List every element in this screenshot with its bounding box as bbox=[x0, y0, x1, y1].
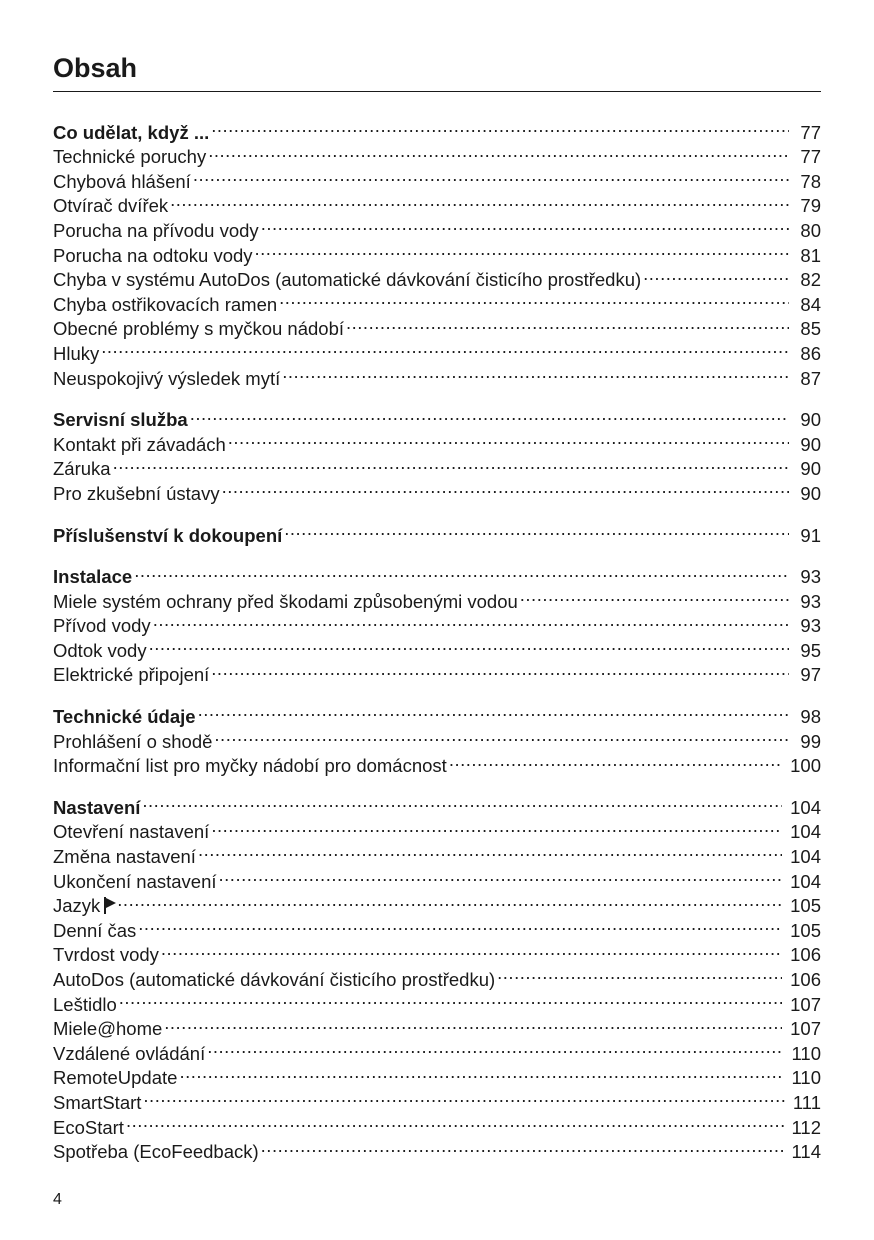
dot-leader bbox=[449, 748, 782, 773]
dot-leader bbox=[193, 163, 789, 188]
dot-leader bbox=[211, 114, 789, 139]
toc-entry-title-text: Miele systém ochrany před škodami způsobenými vodou bbox=[53, 590, 518, 612]
dot-leader bbox=[255, 237, 789, 262]
dot-leader bbox=[142, 789, 782, 814]
toc-entry-title-text: Miele@home bbox=[53, 1018, 163, 1040]
dot-leader bbox=[346, 311, 789, 336]
toc-entry-title bbox=[53, 705, 196, 730]
toc-entry-page: 90 bbox=[800, 482, 821, 504]
toc-entry-title-text: Leštidlo bbox=[53, 993, 117, 1015]
toc-section-heading[interactable] bbox=[53, 698, 821, 728]
toc-entry-page: 105 bbox=[790, 895, 821, 917]
toc-entry[interactable] bbox=[53, 583, 821, 612]
dot-leader bbox=[179, 1060, 783, 1085]
toc-entry[interactable] bbox=[53, 475, 821, 504]
toc-entry-title bbox=[53, 943, 159, 968]
toc-entry-title-text: Záruka bbox=[53, 458, 111, 480]
dot-leader bbox=[284, 517, 789, 542]
dot-leader bbox=[497, 961, 782, 986]
toc-section bbox=[53, 114, 821, 389]
toc-section bbox=[53, 517, 821, 546]
toc-entry-title-text: Porucha na přívodu vody bbox=[53, 219, 259, 241]
dot-leader bbox=[149, 632, 789, 657]
page-number: 4 bbox=[53, 1191, 62, 1208]
toc-entry-page: 97 bbox=[800, 664, 821, 686]
toc-entry-title-text: Odtok vody bbox=[53, 639, 147, 661]
toc-entry-title-text: Pro zkušební ústavy bbox=[53, 482, 220, 504]
toc-entry-title-text: Spotřeba (EcoFeedback) bbox=[53, 1141, 259, 1163]
toc-entry-page: 79 bbox=[800, 195, 821, 217]
toc-entry-title bbox=[53, 796, 140, 821]
toc-entry-page: 100 bbox=[790, 755, 821, 777]
toc-entry-title-text: Denní čas bbox=[53, 919, 137, 941]
dot-leader bbox=[219, 863, 783, 888]
toc-entry-title-text: Přívod vody bbox=[53, 615, 151, 637]
toc-entry-title bbox=[53, 1140, 259, 1165]
toc-section bbox=[53, 559, 821, 686]
dot-leader bbox=[126, 1109, 784, 1134]
toc-entry[interactable] bbox=[53, 986, 821, 1015]
toc-entry-title bbox=[53, 565, 132, 590]
toc-entry-title-text: Servisní služba bbox=[53, 409, 188, 431]
toc-section bbox=[53, 402, 821, 504]
toc-entry-title bbox=[53, 730, 212, 755]
toc-entry-title-text: Technické údaje bbox=[53, 706, 196, 728]
toc-entry-page: 93 bbox=[800, 590, 821, 612]
toc-entry-title-text: Instalace bbox=[53, 566, 133, 588]
toc-entry-title-text: Příslušenství k dokoupení bbox=[53, 524, 283, 546]
toc-entry[interactable] bbox=[53, 360, 821, 389]
toc-entry-title bbox=[53, 367, 280, 392]
toc-entry-title-text: Chybová hlášení bbox=[53, 170, 191, 192]
dot-leader bbox=[282, 360, 789, 385]
toc-entry-page: 90 bbox=[800, 458, 821, 480]
toc-entry-page: 90 bbox=[800, 409, 821, 431]
toc-entry-page: 81 bbox=[800, 244, 821, 266]
toc-entry[interactable] bbox=[53, 1134, 821, 1163]
toc-entry-page: 99 bbox=[800, 730, 821, 752]
dot-leader bbox=[143, 1084, 784, 1109]
dot-leader bbox=[261, 1134, 784, 1159]
toc-entry[interactable] bbox=[53, 1109, 821, 1138]
toc-section bbox=[53, 789, 821, 1163]
toc-entry-title bbox=[53, 408, 188, 433]
toc-entry[interactable] bbox=[53, 632, 821, 661]
toc-entry[interactable] bbox=[53, 608, 821, 637]
toc-entry-page: 93 bbox=[800, 566, 821, 588]
toc-entry-title bbox=[53, 293, 277, 318]
toc-entry[interactable] bbox=[53, 1011, 821, 1040]
toc-entry-title-text: Otevření nastavení bbox=[53, 821, 210, 843]
toc-entry-title bbox=[53, 894, 115, 919]
toc-entry-title-text: Informační list pro myčky nádobí pro domácnost bbox=[53, 755, 447, 777]
toc-entry-title-text: Obecné problémy s myčkou nádobí bbox=[53, 318, 345, 340]
dot-leader bbox=[520, 583, 789, 608]
toc-entry-page: 84 bbox=[800, 293, 821, 315]
dot-leader bbox=[228, 426, 789, 451]
toc-entry-title bbox=[53, 219, 259, 244]
dot-leader bbox=[211, 657, 789, 682]
toc-entry-title bbox=[53, 754, 447, 779]
toc-entry-title-text: Neuspokojivý výsledek mytí bbox=[53, 367, 281, 389]
toc-entry-title bbox=[53, 342, 99, 367]
toc-entry-title-text: Jazyk bbox=[53, 895, 101, 917]
toc-section-heading[interactable] bbox=[53, 517, 821, 546]
toc-entry-page: 107 bbox=[790, 1018, 821, 1040]
dot-leader bbox=[222, 475, 789, 500]
toc-entry-page: 104 bbox=[790, 870, 821, 892]
toc-entry-title-text: Elektrické připojení bbox=[53, 664, 210, 686]
page-title: Obsah bbox=[53, 53, 138, 83]
toc-entry[interactable] bbox=[53, 961, 821, 990]
toc-entry-page: 110 bbox=[791, 1042, 821, 1064]
toc-entry-title bbox=[53, 993, 117, 1018]
toc-entry-title-text: Chyba v systému AutoDos (automatické dávkování čisticího prostředku) bbox=[53, 269, 642, 291]
toc-entry-title-text: Porucha na odtoku vody bbox=[53, 244, 253, 266]
dot-leader bbox=[138, 912, 782, 937]
toc-entry-title bbox=[53, 244, 253, 269]
toc-entry-title-text: Prohlášení o shodě bbox=[53, 730, 213, 752]
toc-entry[interactable] bbox=[53, 1084, 821, 1113]
toc-entry-title-text: RemoteUpdate bbox=[53, 1067, 178, 1089]
toc-entry-title bbox=[53, 639, 147, 664]
dot-leader bbox=[208, 139, 789, 164]
dot-leader bbox=[170, 188, 789, 213]
toc-entry-page: 77 bbox=[800, 146, 821, 168]
toc-entry-page: 82 bbox=[800, 269, 821, 291]
toc-entry-title bbox=[53, 919, 136, 944]
dot-leader bbox=[214, 723, 789, 748]
toc-entry-title-text: Co udělat, když ... bbox=[53, 121, 210, 143]
toc-entry-page: 78 bbox=[800, 170, 821, 192]
toc-entry-title bbox=[53, 1017, 162, 1042]
toc-entry-title-text: SmartStart bbox=[53, 1091, 142, 1113]
toc-entry-title-text: EcoStart bbox=[53, 1116, 124, 1138]
dot-leader bbox=[117, 888, 782, 913]
dot-leader bbox=[161, 937, 782, 962]
dot-leader bbox=[134, 559, 789, 584]
toc-entry-title-text: Ukončení nastavení bbox=[53, 870, 217, 892]
toc-entry-title-text: AutoDos (automatické dávkování čisticího prostředku) bbox=[53, 969, 496, 990]
dot-leader bbox=[164, 1011, 782, 1036]
dot-leader bbox=[643, 262, 789, 287]
toc-entry-title bbox=[53, 457, 111, 482]
toc-entry[interactable] bbox=[53, 451, 821, 480]
toc-entry-title bbox=[53, 614, 151, 639]
toc-entry-page: 98 bbox=[800, 706, 821, 728]
toc-entry-page: 110 bbox=[791, 1067, 821, 1089]
toc-entry-title-text: Tvrdost vody bbox=[53, 944, 159, 966]
dot-leader bbox=[211, 814, 782, 839]
toc-entry-page: 91 bbox=[800, 524, 821, 546]
toc-entry-page: 104 bbox=[790, 796, 821, 818]
toc-entry-title bbox=[53, 1116, 124, 1141]
dot-leader bbox=[207, 1035, 783, 1060]
toc-entry-title bbox=[53, 524, 282, 549]
title-divider bbox=[53, 91, 821, 92]
toc-entry[interactable] bbox=[53, 657, 821, 686]
toc-entry-title-text: Otvírač dvířek bbox=[53, 195, 169, 217]
toc-entry-page: 104 bbox=[790, 846, 821, 868]
toc-entry-title-text: Chyba ostřikovacích ramen bbox=[53, 293, 278, 315]
toc-entry-page: 106 bbox=[790, 969, 821, 990]
toc-entry[interactable] bbox=[53, 1035, 821, 1064]
toc-entry-page: 106 bbox=[790, 944, 821, 966]
dot-leader bbox=[113, 451, 789, 476]
toc-entry-title bbox=[53, 845, 196, 870]
toc-entry-page: 111 bbox=[792, 1091, 821, 1113]
toc-entry-page: 104 bbox=[790, 821, 821, 843]
toc-section-heading[interactable] bbox=[53, 789, 821, 818]
toc-section-heading[interactable] bbox=[53, 114, 821, 143]
toc-entry-page: 90 bbox=[800, 433, 821, 455]
toc-entry-page: 87 bbox=[800, 367, 821, 389]
toc-entry-title-text: Změna nastavení bbox=[53, 846, 196, 868]
toc-entry-title bbox=[53, 145, 206, 170]
toc-entry-title bbox=[53, 194, 168, 219]
toc-entry-title bbox=[53, 482, 220, 507]
toc-entry-title bbox=[53, 820, 209, 845]
dot-leader bbox=[190, 402, 789, 427]
toc-entry[interactable] bbox=[53, 912, 821, 941]
toc-entry-page: 114 bbox=[791, 1141, 821, 1163]
toc-entry[interactable] bbox=[53, 335, 821, 364]
dot-leader bbox=[101, 335, 789, 360]
toc-entry-title-text: Hluky bbox=[53, 342, 100, 364]
toc-section-heading[interactable] bbox=[53, 402, 821, 431]
toc-entry-page: 85 bbox=[800, 318, 821, 340]
toc-entry-title-text: Nastavení bbox=[53, 796, 141, 818]
toc-entry-title bbox=[53, 663, 209, 688]
toc-entry-title-text: Technické poruchy bbox=[53, 146, 207, 168]
toc-entry-page: 77 bbox=[800, 121, 821, 143]
toc-entry[interactable] bbox=[53, 937, 821, 966]
dot-leader bbox=[119, 986, 782, 1011]
toc-section bbox=[53, 698, 821, 777]
flag-icon bbox=[103, 897, 115, 913]
dot-leader bbox=[198, 838, 782, 863]
toc-entry-page: 107 bbox=[790, 993, 821, 1015]
toc-entry[interactable] bbox=[53, 888, 821, 917]
toc-entry-page: 95 bbox=[800, 639, 821, 661]
toc-entry-title bbox=[53, 121, 209, 146]
toc-entry-page: 86 bbox=[800, 342, 821, 364]
dot-leader bbox=[198, 698, 789, 723]
dot-leader bbox=[153, 608, 789, 633]
toc-entry[interactable] bbox=[53, 212, 821, 241]
toc-entry-page: 105 bbox=[790, 919, 821, 941]
toc-section-heading[interactable] bbox=[53, 559, 821, 588]
toc-entry-page: 80 bbox=[800, 219, 821, 241]
dot-leader bbox=[279, 286, 789, 311]
dot-leader bbox=[261, 212, 789, 237]
toc-entry-page: 112 bbox=[791, 1116, 821, 1138]
toc-entry[interactable] bbox=[53, 814, 821, 843]
table-of-contents bbox=[53, 114, 821, 1175]
toc-entry-title-text: Kontakt při závadách bbox=[53, 433, 226, 455]
toc-entry-page: 93 bbox=[800, 615, 821, 637]
toc-entry-title-text: Vzdálené ovládání bbox=[53, 1042, 206, 1064]
